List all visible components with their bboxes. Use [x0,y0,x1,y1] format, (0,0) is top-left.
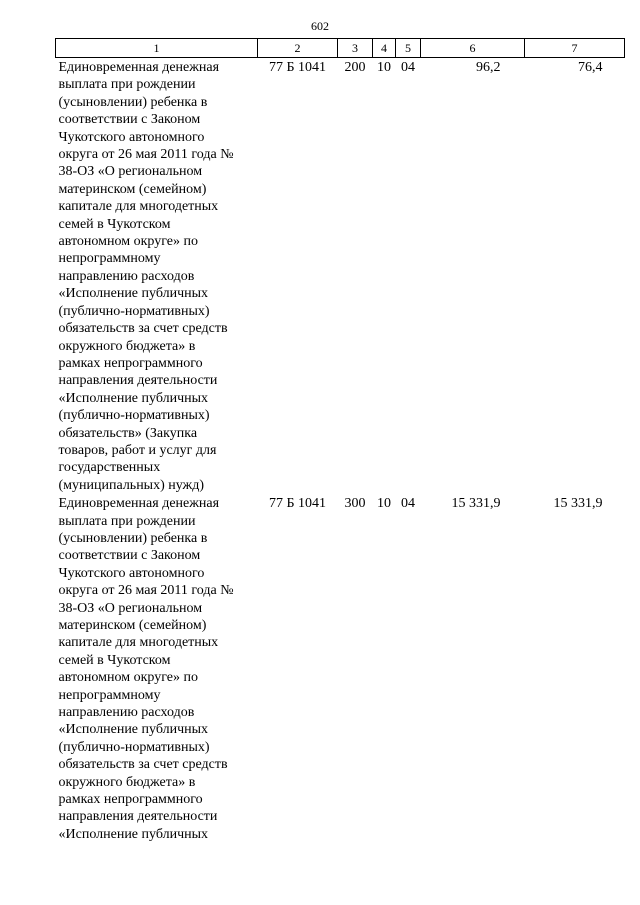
budget-table [55,38,625,843]
row-description: Единовременная денежная выплата при рождении (усыновлении) ребенка в соответствии с Законом Чукотского автономного округа от 26 мая 2011 года № 38-ОЗ «О региональном материнском (семейном) капитале для многодетных семей в Чукотском автономном округе» по непрограммному направлению расходов «Исполнение публичных (публично-нормативных) обязательств за счет средств окружного бюджета» в рамках непрограммного направления деятельности «Исполнение публичных (публично-нормативных) обязательств» (Закупка товаров, работ и услуг для государственных (муниципальных) нужд) [58,60,234,493]
row-target-code: 77 Б 1041 [268,496,327,512]
column-header-6: 6 [421,39,525,58]
row-section: 10 [377,60,391,75]
column-header-5: 5 [396,39,421,58]
row-amount-col6: 15 331,9 [451,496,501,512]
row-section: 10 [377,496,391,512]
column-header-3: 3 [338,39,373,58]
header-row [56,39,625,58]
row-amount-col7: 76,4 [578,60,603,75]
column-header-1: 1 [56,39,258,58]
row-subsection: 04 [401,496,415,512]
row-expense-type: 300 [344,496,366,512]
table-header [56,39,625,58]
row-amount-col7: 15 331,9 [553,496,603,512]
column-header-7: 7 [525,39,625,58]
row-description: Единовременная денежная выплата при рождении (усыновлении) ребенка в соответствии с Законом Чукотского автономного округа от 26 мая 2011 года № 38-ОЗ «О региональном материнском (семейном) капитале для многодетных семей в Чукотском автономном округе» по непрограммному направлению расходов «Исполнение публичных (публично-нормативных) обязательств за счет средств окружного бюджета» в рамках непрограммного направления деятельности «Исполнение публичных [58,496,234,842]
row-amount-col6: 96,2 [476,60,501,75]
column-header-4: 4 [373,39,396,58]
row-target-code: 77 Б 1041 [268,60,327,75]
table-body [56,58,625,844]
row-expense-type: 200 [344,60,366,75]
table-row [56,494,625,843]
column-header-2: 2 [258,39,338,58]
page-number: 602 [311,19,329,33]
row-subsection: 04 [401,60,415,75]
table-row [56,58,625,495]
